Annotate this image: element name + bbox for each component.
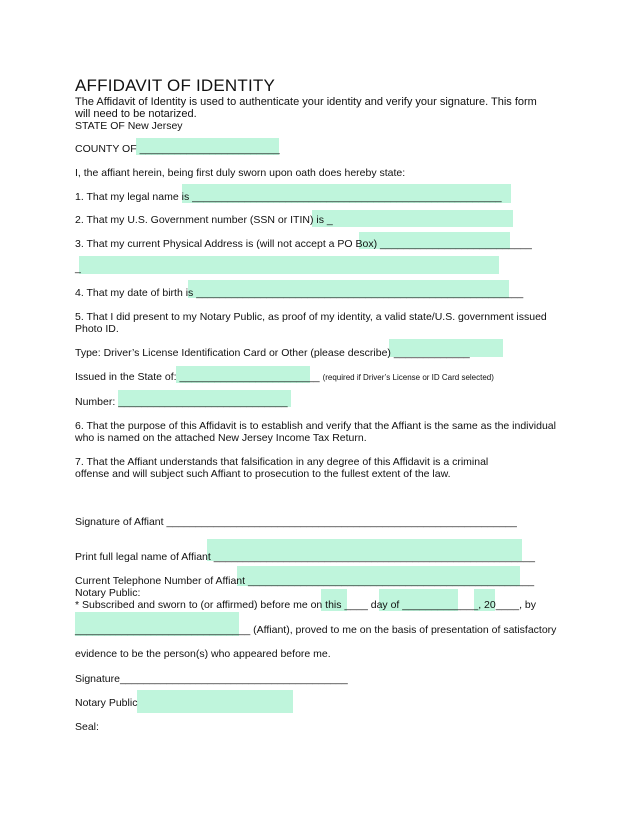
address-blank-2: _: [75, 262, 81, 274]
page-title: AFFIDAVIT OF IDENTITY: [75, 76, 276, 95]
print-name-label: Print full legal name of Affiant: [75, 551, 211, 563]
notary-signature-blank: _______________________________________: [119, 673, 348, 685]
print-name-blank: _______________________________________________________: [213, 551, 535, 563]
id-type-blank: _____________: [393, 347, 470, 359]
gov-number-field[interactable]: [312, 210, 513, 227]
dob-label: 4. That my date of birth is: [75, 287, 194, 299]
intro-line-2: will need to be notarized.: [75, 108, 197, 120]
notary-signature-row: [75, 673, 348, 686]
seal-label: Seal:: [75, 721, 99, 733]
id-type-row: [75, 347, 470, 360]
issued-note: (required if Driver’s License or ID Card selected): [322, 373, 494, 382]
sworn-row: [75, 599, 536, 612]
phone-label: Current Telephone Number of Affiant: [75, 575, 246, 587]
evidence-text: evidence to be the person(s) who appeared before me.: [75, 648, 331, 660]
issued-blank: ________________________: [179, 371, 320, 383]
legal-name-label: 1. That my legal name is: [75, 191, 190, 203]
phone-row: [75, 575, 534, 588]
legal-name-blank: _____________________________________________________: [192, 191, 502, 203]
notary-public-label: Notary Public: [75, 697, 138, 709]
affiant-name-blank: ______________________________: [75, 624, 251, 636]
month-blank: _____________: [402, 599, 479, 611]
gov-number-blank: _: [326, 214, 333, 226]
id-type-label: Type: Driver’s License Identification Card or Other (please describe): [75, 347, 391, 359]
state-line: STATE OF New Jersey: [75, 120, 183, 132]
signature-affiant-blank: ____________________________________________________________: [166, 516, 517, 528]
county-row: [75, 143, 280, 156]
id-number-label: Number:: [75, 396, 116, 408]
purpose-line-1: 6. That the purpose of this Affidavit is to establish and verify that the Affiant is the same as the individual: [75, 420, 556, 432]
intro-line-1: The Affidavit of Identity is used to authenticate your identity and verify your signature. This form: [75, 96, 537, 108]
year-blank: ____: [495, 599, 520, 611]
signature-affiant-row: [75, 516, 517, 529]
issued-row: [75, 371, 494, 384]
notary-public-field[interactable]: [137, 690, 293, 713]
id-number-row: [75, 396, 288, 409]
affiant-row: [75, 624, 556, 637]
dob-row: [75, 287, 523, 300]
id-number-blank: _____________________________: [118, 396, 288, 408]
issued-label: Issued in the State of:: [75, 371, 177, 383]
notary-heading: Notary Public:: [75, 587, 141, 599]
gov-number-row: [75, 214, 333, 227]
preamble: I, the affiant herein, being first duly sworn upon oath does hereby state:: [75, 167, 406, 179]
notary-signature-label: Signature: [75, 673, 120, 685]
affiant-text: (Affiant), proved to me on the basis of presentation of satisfactory: [253, 624, 557, 636]
purpose-line-2: who is named on the attached New Jersey Income Tax Return.: [75, 432, 367, 444]
day-blank: ____: [344, 599, 368, 611]
address-field-2[interactable]: [79, 256, 499, 274]
gov-number-label: 2. That my U.S. Government number (SSN or ITIN) is: [75, 214, 324, 226]
phone-blank: _________________________________________________: [247, 575, 535, 587]
county-label: COUNTY OF: [75, 143, 137, 155]
dob-blank: ________________________________________________________: [196, 287, 524, 299]
by-text: , by: [519, 599, 536, 611]
print-name-row: [75, 551, 535, 564]
falsify-line-2: offense and will subject such Affiant to prosecution to the fullest extent of the law.: [75, 468, 451, 480]
year-prefix: , 20: [478, 599, 496, 611]
falsify-line-1: 7. That the Affiant understands that falsification in any degree of this Affidavit is a criminal: [75, 456, 489, 468]
day-of-text: day of: [370, 599, 400, 611]
county-blank: ________________________: [139, 143, 280, 155]
address-blank: __________________________: [380, 238, 532, 250]
photo-id-line-2: Photo ID.: [75, 323, 119, 335]
sworn-label: * Subscribed and sworn to (or affirmed) before me on this: [75, 599, 342, 611]
signature-affiant-label: Signature of Affiant: [75, 516, 164, 528]
address-label: 3. That my current Physical Address is (will not accept a PO Box): [75, 238, 378, 250]
legal-name-row: [75, 191, 502, 204]
photo-id-line-1: 5. That I did present to my Notary Public, as proof of my identity, a valid state/U.S. government issued: [75, 311, 547, 323]
address-row: [75, 238, 532, 251]
